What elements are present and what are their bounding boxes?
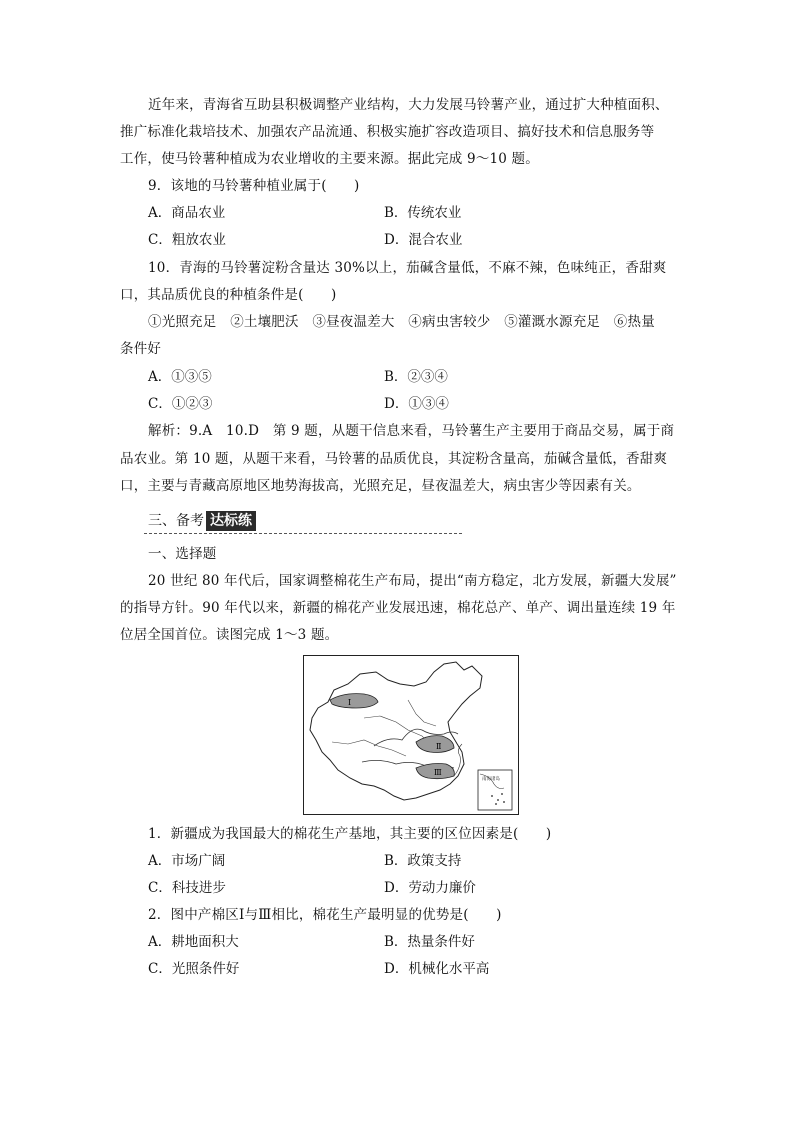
- province-boundary: [408, 700, 436, 726]
- q10-option-c: C．①②③: [148, 396, 213, 412]
- q2-option-b: B．热量条件好: [384, 934, 475, 950]
- q9-option-a: A．商品农业: [148, 205, 226, 221]
- q10-option-d: D．①③④: [384, 396, 449, 412]
- analysis-line: 品农业。第 10 题，从题干来看，马铃薯的品质优良，其淀粉含量高，茄碱含量低，香甜爽: [120, 451, 668, 467]
- region-1-label: Ⅰ: [348, 698, 352, 707]
- passage-line: 的指导方针。90 年代以来，新疆的棉花产业发展迅速，棉花总产、单产、调出量连续 19 年: [120, 600, 676, 616]
- intro-line: 工作，使马铃薯种植成为农业增收的主要来源。据此完成 9～10 题。: [120, 151, 539, 167]
- question-10-conditions: ①光照充足 ②土壤肥沃 ③昼夜温差大 ④病虫害较少 ⑤灌溉水源充足 ⑥热量: [148, 314, 655, 330]
- q9-option-c: C．粗放农业: [148, 232, 226, 248]
- question-1-stem: 1．新疆成为我国最大的棉花生产基地，其主要的区位因素是( ): [148, 826, 552, 842]
- passage-line: 20 世纪 80 年代后，国家调整棉花生产布局，提出“南方稳定，北方发展，新疆大发展”: [148, 573, 677, 589]
- q9-option-b: B．传统农业: [384, 205, 462, 221]
- q2-option-c: C．光照条件好: [148, 961, 240, 977]
- map-svg: [304, 656, 518, 814]
- analysis-line: 解析：9.A 10.D 第 9 题，从题干信息来看，马铃薯生产主要用于商品交易，属于商: [148, 423, 675, 439]
- section-badge: 达标练: [206, 511, 256, 531]
- q2-option-a: A．耕地面积大: [148, 934, 239, 950]
- section-header: [148, 510, 256, 532]
- analysis-line: 口，主要与青藏高原地区地势海拔高，光照充足，昼夜温差大，病虫害少等因素有关。: [120, 478, 641, 494]
- question-10-stem: 口，其品质优良的种植条件是( ): [120, 287, 337, 303]
- q1-option-d: D．劳动力廉价: [384, 880, 476, 896]
- cotton-region-1: [330, 694, 378, 708]
- region-2-label: Ⅱ: [436, 742, 442, 751]
- q1-option-a: A．市场广阔: [148, 853, 226, 869]
- passage-line: 位居全国首位。读图完成 1～3 题。: [120, 627, 339, 643]
- intro-line: 推广标准化栽培技术、加强农产品流通、积极实施扩容改造项目、搞好技术和信息服务等: [120, 124, 655, 140]
- south-china-sea-inset: [478, 770, 512, 810]
- q1-option-c: C．科技进步: [148, 880, 226, 896]
- q10-option-b: B．②③④: [384, 369, 448, 385]
- question-10-conditions: 条件好: [120, 341, 162, 357]
- question-2-stem: 2．图中产棉区Ⅰ与Ⅲ相比，棉花生产最明显的优势是( ): [148, 907, 502, 923]
- subsection-title: 一、选择题: [148, 546, 217, 562]
- intro-line: 近年来，青海省互助县积极调整产业结构，大力发展马铃薯产业，通过扩大种植面积、: [148, 97, 669, 113]
- inset-label: 南海诸岛: [482, 777, 500, 782]
- question-9-stem: 9．该地的马铃薯种植业属于( ): [148, 178, 360, 194]
- section-prefix: 三、备考: [148, 513, 204, 529]
- section-divider: [144, 533, 462, 534]
- q2-option-d: D．机械化水平高: [384, 961, 490, 977]
- q10-option-a: A．①③⑤: [148, 369, 212, 385]
- region-3-label: Ⅲ: [434, 768, 442, 777]
- cotton-region-2: [416, 736, 454, 753]
- china-outline: [310, 662, 482, 800]
- province-boundary: [332, 740, 406, 756]
- q9-option-d: D．混合农业: [384, 232, 463, 248]
- china-cotton-map: [303, 655, 519, 815]
- q1-option-b: B．政策支持: [384, 853, 462, 869]
- question-10-stem: 10．青海的马铃薯淀粉含量达 30%以上，茄碱含量低，不麻不辣，色味纯正，香甜爽: [148, 260, 667, 276]
